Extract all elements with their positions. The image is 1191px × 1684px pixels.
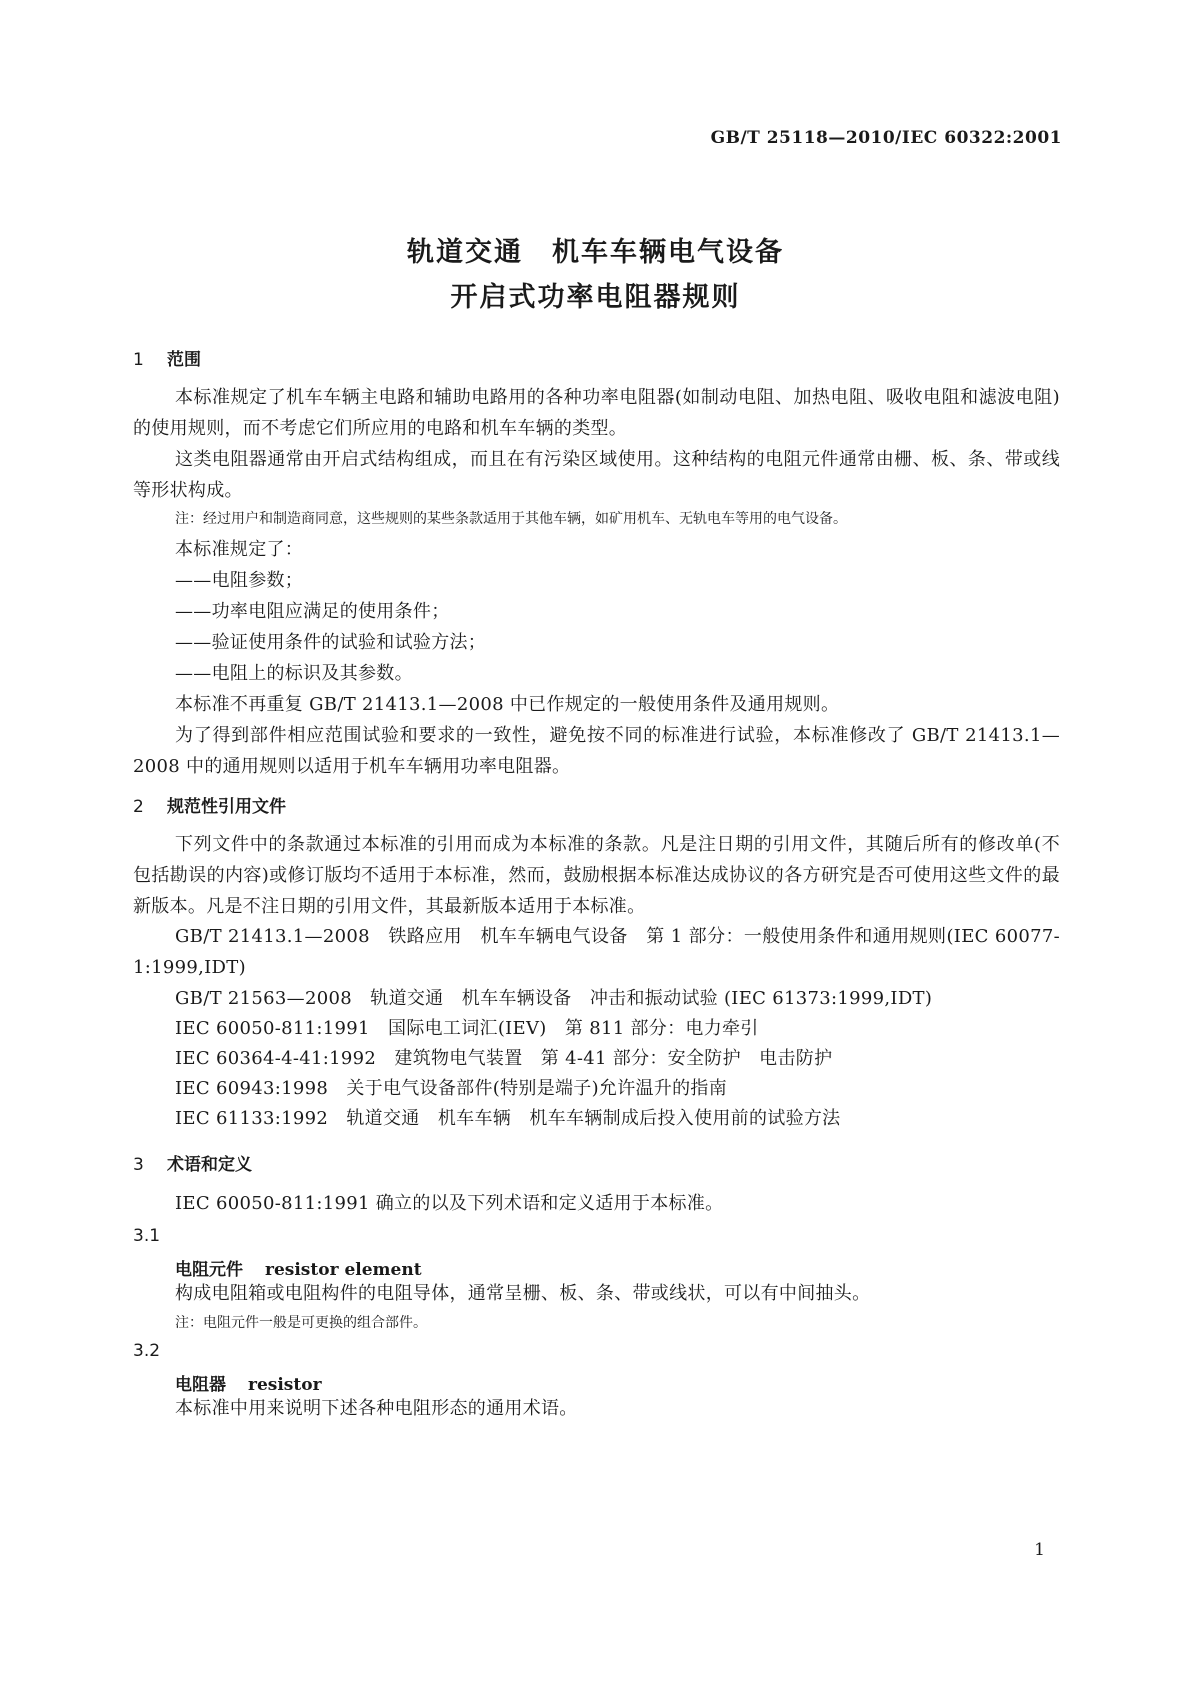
list-item: ——电阻参数； bbox=[175, 570, 304, 591]
section-number: 3 bbox=[133, 1155, 144, 1175]
section-1-paragraph-3: 本标准规定了： bbox=[175, 539, 304, 560]
reference-item: GB/T 21413.1—2008 铁路应用 机车车辆电气设备 第 1 部分：一般使用条件和通用规则(IEC 60077-1:1999,IDT) bbox=[133, 926, 1060, 978]
term-chinese: 电阻元件 bbox=[175, 1260, 243, 1280]
section-title: 术语和定义 bbox=[167, 1155, 252, 1175]
list-item: ——验证使用条件的试验和试验方法； bbox=[175, 632, 487, 653]
section-1-paragraph-1: 本标准规定了机车车辆主电路和辅助电路用的各种功率电阻器(如制动电阻、加热电阻、吸收电阻和滤波电阻)的使用规则，而不考虑它们所应用的电路和机车车辆的类型。 bbox=[133, 387, 1060, 439]
list-item: ——电阻上的标识及其参数。 bbox=[175, 663, 413, 684]
section-1-paragraph-5: 为了得到部件相应范围试验和要求的一致性，避免按不同的标准进行试验，本标准修改了 GB/T 21413.1—2008 中的通用规则以适用于机车车辆用功率电阻器。 bbox=[133, 725, 1060, 777]
term-definition: 构成电阻箱或电阻构件的电阻导体，通常呈栅、板、条、带或线状，可以有中间抽头。 bbox=[175, 1283, 871, 1304]
term-chinese: 电阻器 bbox=[175, 1375, 226, 1395]
standard-code: GB/T 25118—2010/IEC 60322:2001 bbox=[710, 128, 1062, 148]
section-1-paragraph-2: 这类电阻器通常由开启式结构组成，而且在有污染区域使用。这种结构的电阻元件通常由栅、板、条、带或线等形状构成。 bbox=[133, 449, 1060, 501]
section-1-paragraph-4: 本标准不再重复 GB/T 21413.1—2008 中已作规定的一般使用条件及通用规则。 bbox=[175, 694, 840, 715]
title-line-1: 轨道交通 机车车辆电气设备 bbox=[407, 237, 784, 268]
section-title: 规范性引用文件 bbox=[167, 797, 286, 817]
title-line-2: 开启式功率电阻器规则 bbox=[450, 282, 741, 313]
reference-item: IEC 60050-811:1991 国际电工词汇(IEV) 第 811 部分：电力牵引 bbox=[175, 1018, 759, 1039]
section-1-note: 注：经过用户和制造商同意，这些规则的某些条款适用于其他车辆，如矿用机车、无轨电车等用的电气设备。 bbox=[175, 511, 847, 527]
reference-item: GB/T 21563—2008 轨道交通 机车车辆设备 冲击和振动试验 (IEC 61373:1999,IDT) bbox=[175, 988, 933, 1009]
section-3-paragraph-1: IEC 60050-811:1991 确立的以及下列术语和定义适用于本标准。 bbox=[175, 1193, 724, 1214]
term-english: resistor element bbox=[265, 1260, 422, 1280]
section-3-heading bbox=[133, 1150, 252, 1175]
section-2-paragraph-1: 下列文件中的条款通过本标准的引用而成为本标准的条款。凡是注日期的引用文件，其随后所有的修改单(不包括勘误的内容)或修订版均不适用于本标准，然而，鼓励根据本标准达成协议的各方研究是否可使用这些文件的最新版本。凡是不注日期的引用文件，其最新版本适用于本标准。 bbox=[133, 834, 1060, 917]
section-number: 1 bbox=[133, 350, 144, 370]
section-2-heading bbox=[133, 792, 286, 817]
list-item: ——功率电阻应满足的使用条件； bbox=[175, 601, 450, 622]
term-heading bbox=[175, 1370, 322, 1395]
section-title: 范围 bbox=[167, 350, 201, 370]
reference-item: IEC 60943:1998 关于电气设备部件(特别是端子)允许温升的指南 bbox=[175, 1078, 728, 1099]
page-number: 1 bbox=[1034, 1540, 1045, 1560]
term-heading bbox=[175, 1255, 422, 1280]
reference-item: IEC 60364-4-41:1992 建筑物电气装置 第 4-41 部分：安全防护 电击防护 bbox=[175, 1048, 833, 1069]
term-definition: 本标准中用来说明下述各种电阻形态的通用术语。 bbox=[175, 1398, 578, 1419]
term-note: 注：电阻元件一般是可更换的组合部件。 bbox=[175, 1315, 427, 1331]
term-english: resistor bbox=[248, 1375, 322, 1395]
section-1-heading bbox=[133, 345, 201, 370]
clause-number: 3.1 bbox=[133, 1226, 161, 1246]
reference-item: IEC 61133:1992 轨道交通 机车车辆 机车车辆制成后投入使用前的试验方法 bbox=[175, 1108, 841, 1129]
section-number: 2 bbox=[133, 797, 144, 817]
clause-number: 3.2 bbox=[133, 1341, 161, 1361]
